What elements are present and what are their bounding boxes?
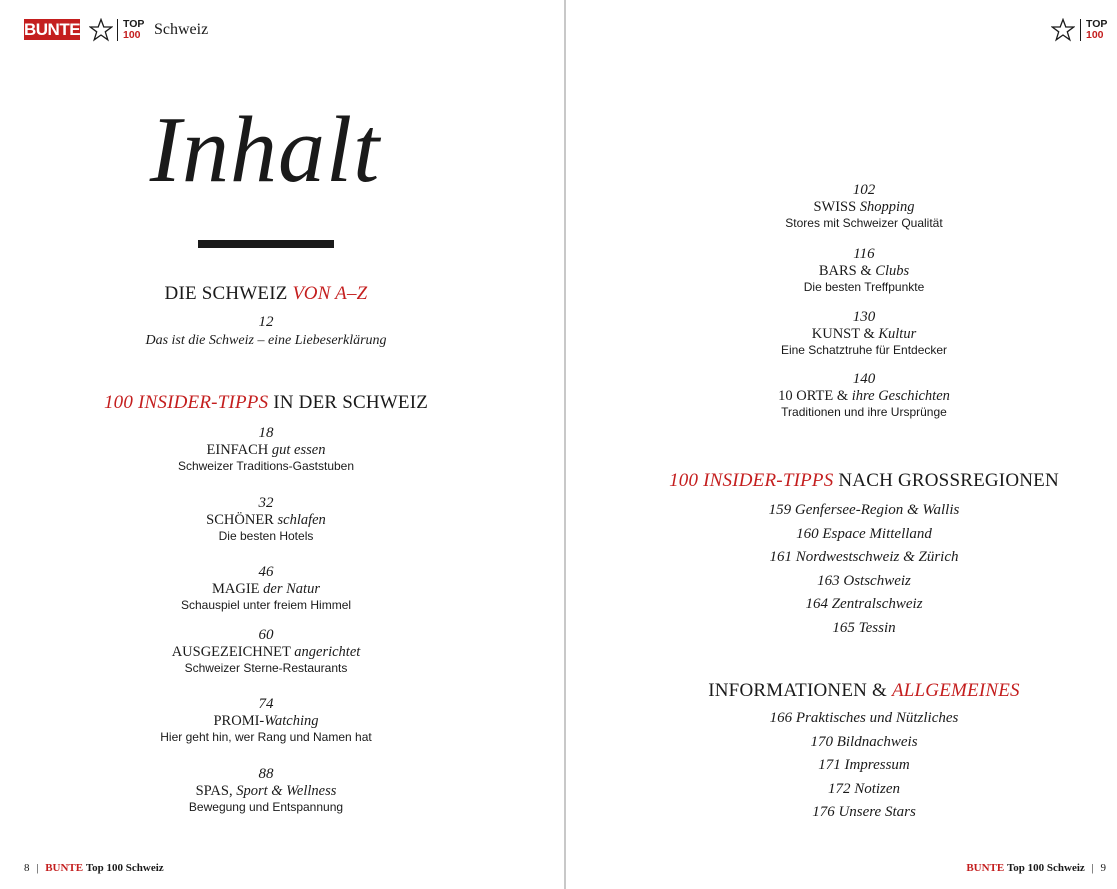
section-head-plain: NACH GROSSREGIONEN	[833, 470, 1059, 491]
page-footer-right: BUNTE Top 100 Schweiz | 9	[966, 862, 1106, 874]
toc-entry-title	[0, 512, 532, 529]
section-head-plain: IN DER SCHWEIZ	[268, 392, 429, 413]
toc-entry-subtitle: Stores mit Schweizer Qualität	[785, 216, 943, 230]
bunte-logo: BUNTE	[24, 20, 81, 39]
toc-entry-subtitle: Die besten Hotels	[218, 529, 314, 543]
toc-page-number: 88	[258, 766, 274, 782]
toc-entry-title-plain: KUNST &	[811, 326, 879, 342]
toc-page-number: 140	[852, 371, 876, 387]
toc-entry-title-italic: gut essen	[271, 442, 326, 458]
toc-entry	[0, 563, 532, 613]
toc-list-item: 166 Praktisches und Nützliches	[769, 710, 959, 726]
toc-page-number: 46	[258, 564, 274, 580]
toc-entry-title	[0, 783, 532, 800]
toc-description: Das ist die Schweiz – eine Liebeserklärung	[145, 333, 387, 348]
toc-entry-title-italic: Watching	[264, 713, 319, 729]
toc-list-item: 176 Unsere Stars	[812, 804, 916, 820]
toc-entry-title	[0, 713, 532, 730]
top-number: 100	[123, 29, 141, 41]
toc-entry-title	[566, 263, 1117, 280]
toc-list-item: 165 Tessin	[832, 619, 896, 636]
toc-page-number: 12	[258, 314, 274, 330]
section-head-accent: 100 INSIDER-TIPPS	[103, 392, 269, 413]
section-head-accent: 100 INSIDER-TIPPS	[669, 470, 834, 491]
toc-list-item: 160 Espace Mittelland	[796, 525, 932, 542]
toc-entry-title-plain: EINFACH	[206, 442, 272, 458]
footer-brand: BUNTE	[45, 862, 84, 874]
footer-page-number: 9	[1100, 862, 1106, 874]
toc-list-item: 163 Ostschweiz	[817, 572, 911, 589]
toc-entry-title-plain: MAGIE	[212, 581, 264, 597]
toc-entry	[566, 245, 1117, 295]
toc-page-number: 18	[258, 425, 274, 441]
top-100-badge	[117, 19, 149, 41]
section-head-schweiz-az	[0, 283, 532, 305]
top-number: 100	[1086, 29, 1104, 41]
section-head-plain: DIE SCHWEIZ	[164, 283, 293, 304]
toc-entry	[566, 308, 1117, 358]
toc-entry-subtitle: Schweizer Sterne-Restaurants	[184, 661, 348, 675]
toc-entry	[566, 181, 1117, 231]
toc-entry-subtitle: Hier geht hin, wer Rang und Namen hat	[160, 730, 372, 744]
section-head-informationen	[566, 680, 1117, 702]
toc-list-item: 164 Zentralschweiz	[805, 596, 923, 612]
toc-entry-title-plain: BARS &	[818, 263, 876, 279]
toc-page-number: 102	[852, 182, 876, 198]
toc-page-number: 74	[258, 696, 274, 712]
toc-entry-title-italic: angerichtet	[294, 644, 361, 660]
title-rule	[198, 240, 334, 248]
star-icon	[1051, 18, 1075, 42]
toc-list-item: 172 Notizen	[827, 780, 901, 797]
toc-entry-title	[566, 199, 1117, 216]
toc-entry-subtitle: Traditionen und ihre Ursprünge	[781, 405, 947, 419]
toc-entry-title-italic: Clubs	[875, 263, 910, 279]
toc-entry-subtitle: Schweizer Traditions-Gaststuben	[177, 459, 355, 473]
toc-entry-title-italic: der Natur	[263, 581, 320, 597]
section-head-insider-tipps	[0, 392, 532, 414]
toc-page-number: 60	[258, 627, 274, 643]
toc-entry-title-italic: Kultur	[878, 326, 917, 342]
toc-entry	[0, 424, 532, 474]
star-icon	[89, 18, 113, 42]
top-label: TOP	[123, 18, 145, 30]
toc-entry-title	[0, 581, 532, 598]
toc-entry	[0, 494, 532, 544]
footer-page-number: 8	[24, 862, 30, 874]
footer-title: Top 100 Schweiz	[1006, 862, 1085, 874]
toc-entry-title-italic: ihre Geschichten	[851, 388, 950, 404]
toc-entry-title-plain: SPAS,	[195, 783, 237, 799]
toc-entry-subtitle: Die besten Treffpunkte	[803, 280, 925, 294]
toc-entry	[0, 765, 532, 815]
toc-entry-title	[566, 388, 1117, 405]
toc-entry	[0, 695, 532, 745]
top-label: TOP	[1086, 18, 1108, 30]
toc-entry-title	[566, 326, 1117, 343]
toc-entry-subtitle: Schauspiel unter freiem Himmel	[180, 598, 352, 612]
section-head-accent: VON A–Z	[292, 283, 368, 304]
top-100-badge	[1080, 19, 1112, 41]
toc-entry-title-plain: SCHÖNER	[206, 512, 278, 528]
toc-entry-title	[0, 442, 532, 459]
toc-list-item: 159 Genfersee-Region & Wallis	[768, 502, 960, 518]
section-head-grossregionen	[566, 470, 1117, 492]
toc-entry-subtitle: Bewegung und Entspannung	[188, 800, 344, 814]
section-head-plain: INFORMATIONEN &	[708, 680, 892, 701]
toc-entry-title-italic: Sport & Wellness	[236, 783, 337, 799]
toc-entry	[0, 626, 532, 676]
toc-page-number: 32	[258, 495, 274, 511]
edition-label: Schweiz	[154, 21, 209, 38]
toc-entry-title-italic: schlafen	[277, 512, 326, 528]
page-title: Inhalt	[149, 98, 381, 202]
footer-title: Top 100 Schweiz	[85, 862, 164, 874]
toc-list-item: 171 Impressum	[818, 757, 910, 773]
right-page	[566, 0, 1117, 889]
toc-entry-subtitle: Eine Schatztruhe für Entdecker	[780, 343, 948, 357]
section-head-accent: ALLGEMEINES	[891, 680, 1020, 701]
toc-list-item: 170 Bildnachweis	[810, 733, 918, 750]
page-footer-left: 8 | BUNTE Top 100 Schweiz	[24, 862, 164, 874]
toc-entry-title-plain: PROMI-	[213, 713, 265, 729]
toc-page-number: 116	[853, 246, 875, 262]
toc-entry-title-plain: 10 ORTE &	[778, 388, 852, 404]
toc-entry-title-italic: Shopping	[859, 199, 915, 215]
toc-entry-title-plain: SWISS	[813, 199, 860, 215]
toc-page-number: 130	[852, 309, 876, 325]
toc-entry	[566, 370, 1117, 420]
toc-entry-title	[0, 644, 532, 661]
toc-entry-title-plain: AUSGEZEICHNET	[171, 644, 295, 660]
footer-brand: BUNTE	[966, 862, 1005, 874]
toc-list-item: 161 Nordwestschweiz & Zürich	[769, 549, 959, 565]
